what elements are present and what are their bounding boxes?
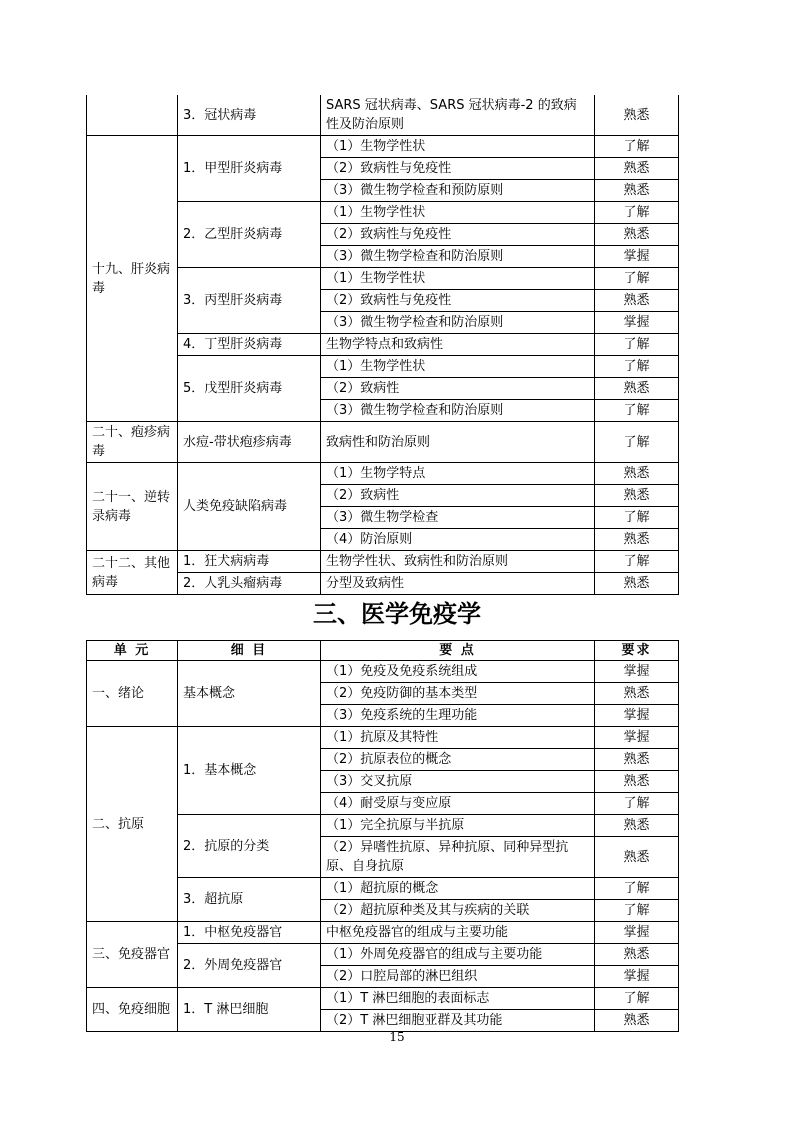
point-cell: （2）口腔局部的淋巴组织 <box>321 966 595 988</box>
requirement-cell: 掌握 <box>595 727 679 749</box>
point-cell: （4）耐受原与变应原 <box>321 793 595 815</box>
point-cell: 生物学性状、致病性和防治原则 <box>321 551 595 573</box>
subitem-cell: 3．超抗原 <box>178 878 321 922</box>
point-cell: （3）微生物学检查 <box>321 507 595 529</box>
subitem-cell: 2．外周免疫器官 <box>178 944 321 988</box>
point-cell: （1）生物学性状 <box>321 136 595 158</box>
point-cell: （3）微生物学检查和防治原则 <box>321 246 595 268</box>
point-cell: 致病性和防治原则 <box>321 422 595 463</box>
point-cell: （2）免疫防御的基本类型 <box>321 683 595 705</box>
page-number: 15 <box>389 1030 405 1044</box>
header-point: 要 点 <box>321 641 595 661</box>
header-unit: 单 元 <box>87 641 178 661</box>
requirement-cell: 熟悉 <box>595 95 679 136</box>
requirement-cell: 掌握 <box>595 705 679 727</box>
requirement-cell: 掌握 <box>595 661 679 683</box>
header-subitem: 细 目 <box>178 641 321 661</box>
subitem-cell: 5．戊型肝炎病毒 <box>178 356 321 422</box>
requirement-cell: 熟悉 <box>595 944 679 966</box>
subitem-cell: 1．甲型肝炎病毒 <box>178 136 321 202</box>
unit-cell: 二十一、逆转录病毒 <box>87 463 178 551</box>
requirement-cell: 熟悉 <box>595 485 679 507</box>
immunology-outline-table <box>86 640 679 1032</box>
requirement-cell: 了解 <box>595 268 679 290</box>
requirement-cell: 熟悉 <box>595 180 679 202</box>
requirement-cell: 了解 <box>595 507 679 529</box>
unit-cell-empty <box>87 95 178 136</box>
section-title: 三、医学免疫学 <box>313 599 481 628</box>
point-cell: （1）生物学性状 <box>321 356 595 378</box>
requirement-cell: 了解 <box>595 422 679 463</box>
unit-cell: 三、免疫器官 <box>87 922 178 988</box>
requirement-cell: 熟悉 <box>595 815 679 837</box>
requirement-cell: 熟悉 <box>595 573 679 595</box>
subitem-cell: 人类免疫缺陷病毒 <box>178 463 321 551</box>
point-cell: （2）超抗原种类及其与疾病的关联 <box>321 900 595 922</box>
point-cell: （1）生物学特点 <box>321 463 595 485</box>
requirement-cell: 熟悉 <box>595 224 679 246</box>
requirement-cell: 熟悉 <box>595 158 679 180</box>
point-cell: 生物学特点和致病性 <box>321 334 595 356</box>
subitem-cell: 水痘-带状疱疹病毒 <box>178 422 321 463</box>
point-cell: 分型及致病性 <box>321 573 595 595</box>
point-cell: （3）微生物学检查和防治原则 <box>321 312 595 334</box>
requirement-cell: 了解 <box>595 400 679 422</box>
point-cell: （3）微生物学检查和防治原则 <box>321 400 595 422</box>
point-cell: （2）致病性 <box>321 485 595 507</box>
point-cell: （1）T 淋巴细胞的表面标志 <box>321 988 595 1010</box>
requirement-cell: 了解 <box>595 988 679 1010</box>
subitem-cell: 基本概念 <box>178 661 321 727</box>
requirement-cell: 了解 <box>595 878 679 900</box>
requirement-cell: 熟悉 <box>595 290 679 312</box>
unit-cell: 二、抗原 <box>87 727 178 922</box>
requirement-cell: 熟悉 <box>595 529 679 551</box>
point-cell: （2）致病性与免疫性 <box>321 290 595 312</box>
point-cell: （2）致病性 <box>321 378 595 400</box>
subitem-cell: 3．丙型肝炎病毒 <box>178 268 321 334</box>
subitem-cell: 1．基本概念 <box>178 727 321 815</box>
subitem-cell: 1．T 淋巴细胞 <box>178 988 321 1032</box>
requirement-cell: 熟悉 <box>595 683 679 705</box>
requirement-cell: 掌握 <box>595 966 679 988</box>
point-cell: 中枢免疫器官的组成与主要功能 <box>321 922 595 944</box>
point-cell: （3）交叉抗原 <box>321 771 595 793</box>
point-cell: （1）外周免疫器官的组成与主要功能 <box>321 944 595 966</box>
point-cell: （3）免疫系统的生理功能 <box>321 705 595 727</box>
point-cell: （2）致病性与免疫性 <box>321 158 595 180</box>
point-cell: （2）抗原表位的概念 <box>321 749 595 771</box>
requirement-cell: 了解 <box>595 136 679 158</box>
point-cell: SARS 冠状病毒、SARS 冠状病毒-2 的致病性及防治原则 <box>321 95 595 136</box>
requirement-cell: 掌握 <box>595 922 679 944</box>
point-cell: （1）完全抗原与半抗原 <box>321 815 595 837</box>
point-cell: （1）超抗原的概念 <box>321 878 595 900</box>
header-requirement: 要求 <box>595 641 679 661</box>
point-cell: （2）T 淋巴细胞亚群及其功能 <box>321 1010 595 1032</box>
requirement-cell: 了解 <box>595 900 679 922</box>
subitem-cell: 4．丁型肝炎病毒 <box>178 334 321 356</box>
requirement-cell: 了解 <box>595 793 679 815</box>
point-cell: （4）防治原则 <box>321 529 595 551</box>
unit-cell: 一、绪论 <box>87 661 178 727</box>
subitem-cell: 3．冠状病毒 <box>178 95 321 136</box>
requirement-cell: 熟悉 <box>595 749 679 771</box>
subitem-cell: 2．乙型肝炎病毒 <box>178 202 321 268</box>
requirement-cell: 了解 <box>595 202 679 224</box>
unit-cell: 二十二、其他病毒 <box>87 551 178 595</box>
subitem-cell: 2．人乳头瘤病毒 <box>178 573 321 595</box>
requirement-cell: 掌握 <box>595 312 679 334</box>
table-header-row <box>87 641 679 661</box>
point-cell: （1）生物学性状 <box>321 268 595 290</box>
point-cell: （1）免疫及免疫系统组成 <box>321 661 595 683</box>
requirement-cell: 熟悉 <box>595 837 679 878</box>
requirement-cell: 了解 <box>595 356 679 378</box>
point-cell: （2）异嗜性抗原、异种抗原、同种异型抗原、自身抗原 <box>321 837 595 878</box>
unit-cell: 十九、肝炎病毒 <box>87 136 178 422</box>
unit-cell: 二十、疱疹病毒 <box>87 422 178 463</box>
requirement-cell: 熟悉 <box>595 463 679 485</box>
subitem-cell: 1．中枢免疫器官 <box>178 922 321 944</box>
requirement-cell: 熟悉 <box>595 1010 679 1032</box>
requirement-cell: 熟悉 <box>595 378 679 400</box>
requirement-cell: 了解 <box>595 551 679 573</box>
outline-table-continued <box>86 95 679 595</box>
point-cell: （2）致病性与免疫性 <box>321 224 595 246</box>
point-cell: （1）抗原及其特性 <box>321 727 595 749</box>
point-cell: （3）微生物学检查和预防原则 <box>321 180 595 202</box>
requirement-cell: 掌握 <box>595 246 679 268</box>
requirement-cell: 了解 <box>595 334 679 356</box>
subitem-cell: 2．抗原的分类 <box>178 815 321 878</box>
subitem-cell: 1．狂犬病病毒 <box>178 551 321 573</box>
unit-cell: 四、免疫细胞 <box>87 988 178 1032</box>
requirement-cell: 熟悉 <box>595 771 679 793</box>
point-cell: （1）生物学性状 <box>321 202 595 224</box>
